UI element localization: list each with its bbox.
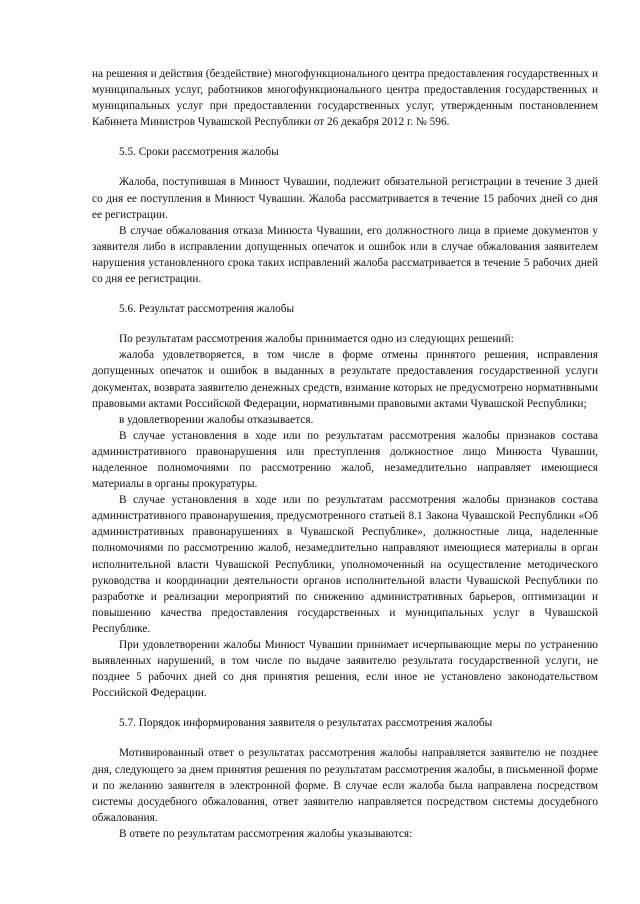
document-page — [92, 66, 598, 842]
section-5-6-heading: 5.6. Результат рассмотрения жалобы — [119, 303, 295, 316]
section-5-5-paragraph: Жалоба, поступившая в Минюст Чувашии, подлежит обязательной регистрации в течение 3 дней со дня ее поступления в Минюст Чувашии. Жалоба рассматривается в течение 15 рабочих дней со дня ее регистрации. — [92, 176, 598, 221]
section-5-6-paragraph: жалоба удовлетворяется, в том числе в форме отмены принятого решения, исправления допущенных опечаток и ошибок в выданных в результате предоставления государственной услуги документах, возврата заявителю денежных средств, взимание которых не предусмотрено нормативными правовыми актами Российской Федерации, нормативными правовыми актами Чувашской Республики; — [92, 349, 598, 410]
section-5-6-paragraph: В случае установления в ходе или по результатам рассмотрения жалобы признаков состава административного правонарушения или преступления должностное лицо Минюста Чувашии, наделенное полномочиями по рассмотрению жалоб, незамедлительно направляет имеющиеся материалы в органы прокуратуры. — [92, 429, 598, 491]
section-5-6-paragraph: При удовлетворении жалобы Минюст Чувашии принимает исчерпывающие меры по устранению выявленных нарушений, в том числе по выдаче заявителю результата государственной услуги, не позднее 5 рабочих дней со дня принятия решения, если иное не установлено законодательством Российской Федерации. — [92, 639, 598, 700]
section-5-6-paragraph: в удовлетворении жалобы отказывается. — [119, 413, 314, 426]
section-5-7-paragraph: В ответе по результатам рассмотрения жалобы указываются: — [119, 827, 413, 840]
intro-paragraph: на решения и действия (бездействие) многофункционального центра предоставления государственных и муниципальных услуг, работников многофункционального центра предоставления государственных и муниципальных услуг при предоставлении государственных услуг, утвержденным постановлением Кабинета Министров Чувашской Республики от 26 декабря 2012 г. № 596. — [92, 68, 598, 129]
section-5-5-heading: 5.5. Сроки рассмотрения жалобы — [119, 146, 279, 159]
section-5-6-paragraph: По результатам рассмотрения жалобы принимается одно из следующих решений: — [119, 333, 514, 346]
section-5-7-heading: 5.7. Порядок информирования заявителя о результатах рассмотрения жалобы — [119, 717, 493, 730]
section-5-5-paragraph: В случае обжалования отказа Минюста Чувашии, его должностного лица в приеме документов у заявителя либо в исправлении допущенных опечаток и ошибок или в случае обжалования заявителем нарушения установленного срока таких исправлений жалоба рассматривается в течение 5 рабочих дней со дня ее регистрации. — [92, 224, 598, 286]
section-5-7-paragraph: Мотивированный ответ о результатах рассмотрения жалобы направляется заявителю не позднее дня, следующего за днем принятия решения по результатам рассмотрения жалобы, в письменной форме и по желанию заявителя в электронной форме. В случае если жалоба была направлена посредством системы досудебного обжалования, ответ заявителю направляется посредством системы досудебного обжалования. — [92, 747, 598, 824]
section-5-6-paragraph: В случае установления в ходе или по результатам рассмотрения жалобы признаков состава административного правонарушения, предусмотренного статьей 8.1 Закона Чувашской Республики «Об административных правонарушениях в Чувашской Республике», должностные лица, наделенные полномочиями по рассмотрению жалоб, незамедлительно направляют имеющиеся материалы в орган исполнительной власти Чувашской Республики, уполномоченный на осуществление методического руководства и координации деятельности органов исполнительной власти Чувашской Республики по разработке и реализации мероприятий по снижению административных барьеров, оптимизации и повышению качества предоставления государственных и муниципальных услуг в Чувашской Республике. — [92, 494, 598, 635]
